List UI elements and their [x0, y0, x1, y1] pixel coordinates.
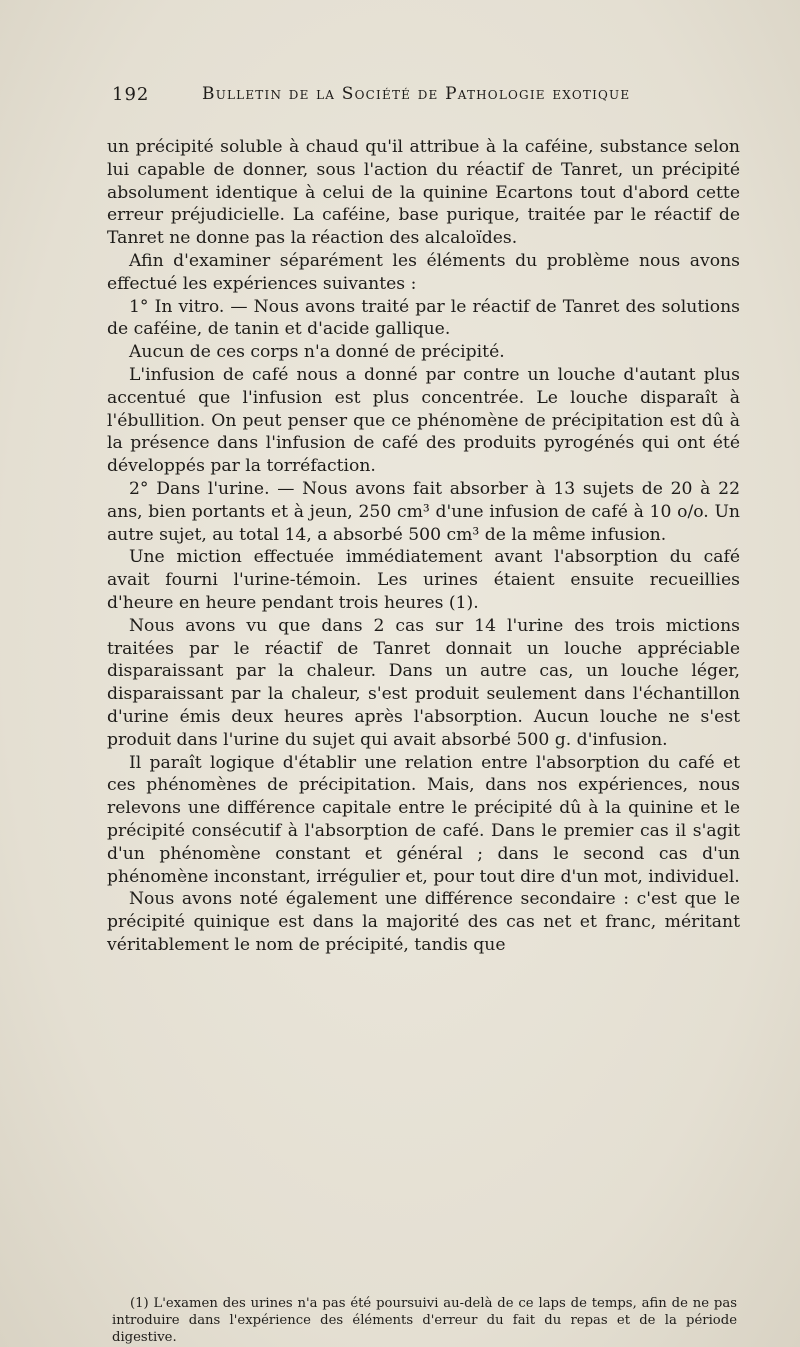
paragraph: Il paraît logique d'établir une relation entre l'absorption du café et ces phénomènes de précipitation. Mais, dans nos expériences, nous relevons une différence capitale entre le précipité dû à la quinine et le précipité consécutif à l'absorption de café. Dans le premier cas il s'agit d'un phénomène constant et général ; dans le second cas d'un phénomène inconstant, irrégulier et, pour tout dire d'un mot, individuel. — [107, 752, 740, 887]
footnote: (1) L'examen des urines n'a pas été poursuivi au-delà de ce laps de temps, afin de ne pas introduire dans l'expérience des éléments d'erreur du fait du repas et de la période digestive. — [112, 1296, 737, 1345]
paragraph: Nous avons noté également une différence secondaire : c'est que le précipité quinique est dans la majorité des cas net et franc, méritant véritablement le nom de précipité, tandis que — [107, 889, 740, 955]
page-number: 192 — [112, 84, 150, 105]
body-text — [107, 136, 740, 957]
paragraph: Nous avons vu que dans 2 cas sur 14 l'urine des trois mictions traitées par le réactif de Tanret donnait un louche appréciable disparaissant par la chaleur. Dans un autre cas, un louche léger, disparaissant par la chaleur, s'est produit seulement dans l'échantillon d'urine émis deux heures après l'absorption. Aucun louche ne s'est produit dans l'urine du sujet qui avait absorbé 500 g. d'infusion. — [107, 615, 740, 750]
paragraph: Une miction effectuée immédiatement avant l'absorption du café avait fourni l'urine-témoin. Les urines étaient ensuite recueillies d'heure en heure pendant trois heures (1). — [107, 547, 740, 613]
paragraph: L'infusion de café nous a donné par contre un louche d'autant plus accentué que l'infusion est plus concentrée. Le louche disparaît à l'ébullition. On peut penser que ce phénomène de précipitation est dû à la présence dans l'infusion de café des produits pyrogénés qui ont été développés par la torréfaction. — [107, 364, 740, 477]
paragraph: Aucun de ces corps n'a donné de précipité. — [129, 342, 505, 363]
page-header — [112, 84, 762, 114]
paragraph: 2° Dans l'urine. — Nous avons fait absorber à 13 sujets de 20 à 22 ans, bien portants et à jeun, 250 cm³ d'une infusion de café à 10 o/o. Un autre sujet, au total 14, a absorbé 500 cm³ de la même infusion. — [107, 478, 740, 545]
paragraph: un précipité soluble à chaud qu'il attribue à la caféine, substance selon lui capable de donner, sous l'action du réactif de Tanret, un précipité absolument identique à celui de la quinine Ecartons tout d'abord cette erreur préjudicielle. La caféine, base purique, traitée par le réactif de Tanret ne donne pas la réaction des alcaloïdes. — [107, 137, 740, 249]
paragraph: 1° In vitro. — Nous avons traité par le réactif de Tanret des solutions de caféine, de tanin et d'acide gallique. — [107, 296, 740, 340]
footnotes — [112, 1295, 737, 1346]
paragraph: Afin d'examiner séparément les éléments du problème nous avons effectué les expériences suivantes : — [107, 250, 740, 294]
running-title: Bulletin de la Société de Pathologie exotique — [202, 84, 631, 104]
